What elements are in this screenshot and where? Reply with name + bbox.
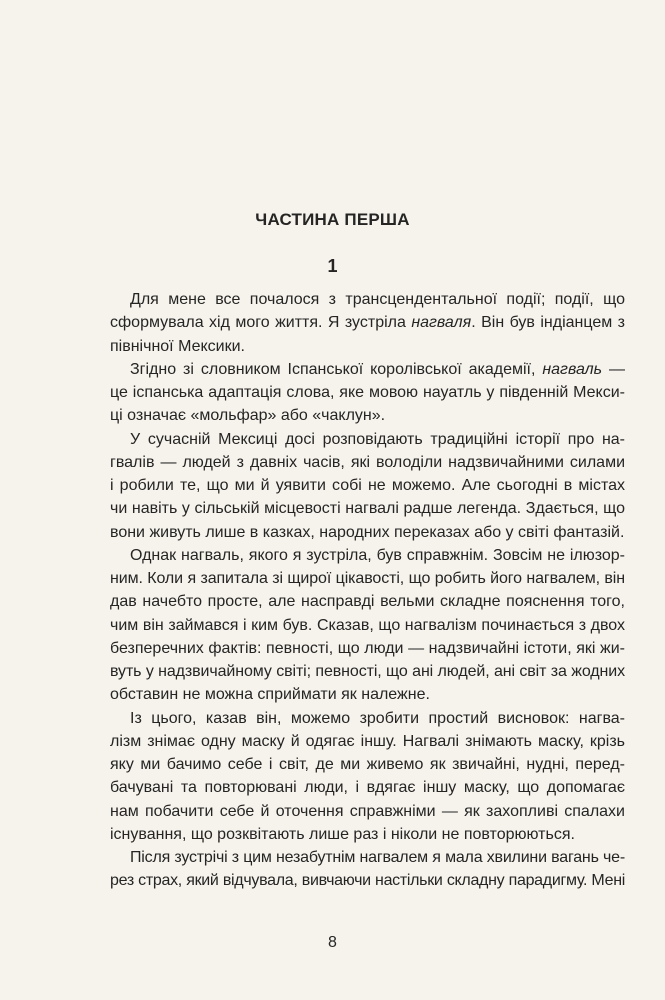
body-text (110, 288, 625, 893)
italic-term: нагваля (411, 314, 472, 332)
text-segment: рез страх, який відчувала, вивчаючи настільки складну парадигму. Мені (110, 872, 625, 890)
text-segment: ці означає «мольфар» або «чаклун». (110, 407, 386, 425)
text-line (110, 823, 625, 846)
text-line (110, 660, 625, 683)
text-line (110, 590, 625, 613)
text-line (110, 707, 625, 730)
text-segment: це іспанська адаптація слова, яке мовою науатль у південній Мекси- (110, 384, 625, 401)
text-line (110, 683, 625, 706)
text-line (110, 614, 625, 637)
text-segment: північної Мексики. (110, 337, 245, 355)
text-line (110, 730, 625, 753)
text-line (110, 753, 625, 776)
text-segment: сформувала хід мого життя. Я зустріла (110, 314, 412, 332)
text-line (110, 451, 625, 474)
text-line (110, 800, 625, 823)
page-number: 8 (328, 934, 337, 951)
text-line (110, 428, 625, 451)
text-segment: вони живуть лише в казках, народних переказах або у світі фантазій. (110, 523, 625, 541)
text-segment: бачувані та повторювані люди, і вдягає іншу маску, що допомагає (110, 779, 625, 797)
text-segment: чи навіть у сільській місцевості нагвалі радше легенда. Здається, що (110, 500, 625, 518)
text-line (110, 335, 625, 358)
text-segment: Із цього, казав він, можемо зробити простий висновок: нагва- (130, 709, 625, 727)
text-line (110, 869, 625, 892)
text-line (110, 288, 625, 311)
text-segment: . Він був індіанцем з (471, 314, 626, 332)
text-segment: нам побачити себе й оточення справжніми — як захопливі спалахи (110, 802, 625, 820)
italic-term: нагваль (542, 360, 603, 378)
text-line (110, 404, 625, 427)
text-line (110, 497, 625, 520)
text-segment: Згідно зі словником Іспанської королівської академії, (130, 360, 543, 378)
part-title: ЧАСТИНА ПЕРША (255, 210, 410, 229)
text-segment: Для мене все почалося з трансцендентальної події; події, що (130, 291, 625, 308)
text-line (110, 474, 625, 497)
text-segment: Після зустрічі з цим незабутнім нагвалем я мала хвилини вагань че- (130, 849, 625, 866)
text-line (110, 567, 625, 590)
text-line (110, 846, 625, 869)
chapter-number: 1 (327, 256, 338, 276)
text-segment: гвалів — людей з давніх часів, які володіли надзвичайними силами (110, 453, 625, 471)
text-line (110, 311, 625, 334)
text-segment: обставин не можна сприймати як належне. (110, 686, 430, 704)
text-segment: дав начебто просте, але насправді вельми складне пояснення того, (110, 593, 625, 611)
text-segment: лізм знімає одну маску й одягає іншу. Нагвалі знімають маску, крізь (110, 732, 625, 750)
text-line (110, 637, 625, 660)
text-segment: Однак нагваль, якого я зустріла, був справжнім. Зовсім не ілюзор- (130, 546, 625, 564)
text-segment: У сучасній Мексиці досі розповідають традиційні історії про на- (130, 430, 625, 448)
text-line (110, 521, 625, 544)
text-line (110, 358, 625, 381)
text-segment: яку ми бачимо себе і світ, де ми живемо як звичайні, нудні, перед- (110, 756, 625, 773)
text-line (110, 381, 625, 404)
text-segment: — (602, 360, 625, 378)
text-segment: існування, що розквітають лише раз і ніколи не повторюються. (110, 825, 575, 843)
text-segment: вуть у надзвичайному світі; певності, що ані людей, ані світ за жодних (110, 663, 625, 680)
text-segment: ним. Коли я запитала зі щирої цікавості, що робить його нагвалем, він (110, 570, 625, 587)
text-segment: і робили те, що ми й уявити собі не можемо. Але сьогодні в містах (110, 477, 625, 494)
text-segment: чим він займався і ким був. Сказав, що нагвалізм починається з двох (110, 616, 625, 634)
text-line (110, 776, 625, 799)
text-segment: безперечних фактів: певності, що люди — надзвичайні істоти, які жи- (110, 639, 625, 657)
text-line (110, 544, 625, 567)
